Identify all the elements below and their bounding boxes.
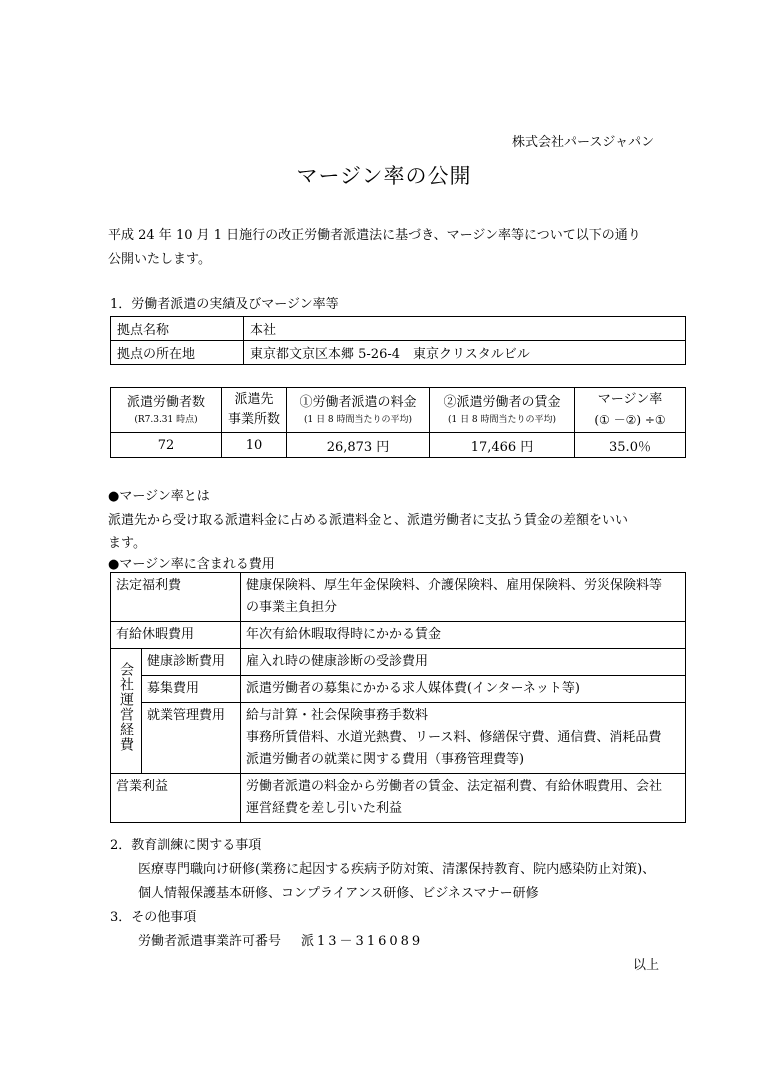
value-margin: 35.0％ [575, 433, 686, 458]
section3-heading: 3．その他事項 [110, 910, 197, 925]
base-info-table [110, 316, 686, 365]
cost-table [110, 572, 686, 823]
margin-header-row [111, 388, 686, 433]
training-line2: 個人情報保護基本研修、コンプライアンス研修、ビジネスマナー研修 [138, 886, 539, 901]
value-sites: 10 [222, 433, 287, 458]
table-row [111, 341, 686, 365]
table-row [111, 649, 686, 676]
header-workers-sub: (R7.3.31 時点) [134, 415, 198, 425]
intro-text-line1: 平成 24 年 10 月 1 日施行の改正労働者派遣法に基づき、マージン率等について以下の通り [108, 228, 641, 243]
table-row [111, 622, 686, 649]
page-title: マージン率の公開 [296, 164, 472, 188]
profit-line2: 運営経費を差し引いた利益 [246, 801, 403, 816]
section1-heading: 1．労働者派遣の実績及びマージン率等 [110, 297, 339, 312]
training-line1: 医療専門職向け研修(業務に起因する疾病予防対策、清潔保持教育、院内感染防止対策)、 [138, 862, 656, 877]
header-wage [430, 388, 575, 433]
table-row [111, 573, 686, 622]
license-row [138, 930, 423, 949]
intro-text-line2: 公開いたします。 [108, 252, 211, 267]
header-wage-main: ②派遣労働者の賃金 [443, 395, 561, 410]
value-wage: 17,466 円 [430, 433, 575, 458]
profit-label: 営業利益 [111, 774, 241, 823]
recruit-label: 募集費用 [141, 676, 240, 703]
employment-label: 就業管理費用 [141, 703, 240, 774]
header-fee [287, 388, 430, 433]
base-address-value: 東京都文京区本郷 5-26-4 東京クリスタルビル [244, 341, 686, 365]
profit-line1: 労働者派遣の料金から労働者の賃金、法定福利費、有給休暇費用、会社 [246, 779, 663, 794]
margin-def-line2: ます。 [108, 536, 146, 551]
header-margin-sub: (① －②) ÷① [594, 413, 666, 427]
margin-def-line1: 派遣先から受け取る派遣料金に占める派遣料金と、派遣労働者に支払う賃金の差額をいい [108, 513, 629, 528]
value-fee: 26,873 円 [287, 433, 430, 458]
header-workers [111, 388, 222, 433]
header-sites-main: 派遣先 [234, 392, 274, 407]
header-sites-sub: 事業所数 [227, 412, 280, 427]
paid-leave-value: 年次有給休暇取得時にかかる賃金 [241, 622, 686, 649]
table-row [111, 317, 686, 341]
employment-value [241, 703, 686, 774]
header-margin [575, 388, 686, 433]
value-workers: 72 [111, 433, 222, 458]
welfare-line1: 健康保険料、厚生年金保険料、介護保険料、雇用保険料、労災保険料等 [246, 578, 663, 593]
section2-heading: 2．教育訓練に関する事項 [110, 838, 262, 853]
paid-leave-label: 有給休暇費用 [111, 622, 241, 649]
table-row [111, 676, 686, 703]
table-row [111, 703, 686, 774]
base-address-label: 拠点の所在地 [111, 341, 244, 365]
employment-line1: 給与計算・社会保険事務手数料 [246, 708, 429, 723]
margin-def-heading: ●マージン率とは [108, 489, 210, 504]
company-cost-label-text: 会社運営経費 [117, 662, 134, 752]
header-fee-main: ①労働者派遣の料金 [299, 395, 417, 410]
welfare-label: 法定福利費 [111, 573, 241, 622]
header-sites [222, 388, 287, 433]
margin-table [110, 387, 686, 458]
profit-value [241, 774, 686, 823]
cost-heading: ●マージン率に含まれる費用 [108, 557, 275, 572]
company-name: 株式会社パースジャパン [512, 135, 655, 150]
table-row [111, 774, 686, 823]
recruit-value: 派遣労働者の募集にかかる求人媒体費(インターネット等) [241, 676, 686, 703]
base-name-label: 拠点名称 [111, 317, 244, 341]
welfare-value [241, 573, 686, 622]
welfare-line2: の事業主負担分 [246, 600, 338, 615]
license-label: 労働者派遣事業許可番号 [138, 934, 282, 949]
employment-line2: 事務所賃借料、水道光熱費、リース料、修繕保守費、通信費、消耗品費 [246, 730, 662, 745]
header-workers-main: 派遣労働者数 [126, 395, 205, 410]
employment-line3: 派遣労働者の就業に関する費用（事務管理費等) [246, 752, 525, 767]
health-value: 雇入れ時の健康診断の受診費用 [241, 649, 686, 676]
health-label: 健康診断費用 [141, 649, 240, 676]
header-margin-main: マージン率 [597, 392, 663, 407]
header-fee-sub: (1 日 8 時間当たりの平均) [303, 415, 413, 425]
margin-value-row [111, 433, 686, 458]
license-number: 派13－316089 [301, 934, 424, 949]
header-wage-sub: (1 日 8 時間当たりの平均) [447, 415, 557, 425]
base-name-value: 本社 [244, 317, 686, 341]
closing-text: 以上 [633, 958, 660, 973]
company-cost-label [111, 649, 142, 774]
